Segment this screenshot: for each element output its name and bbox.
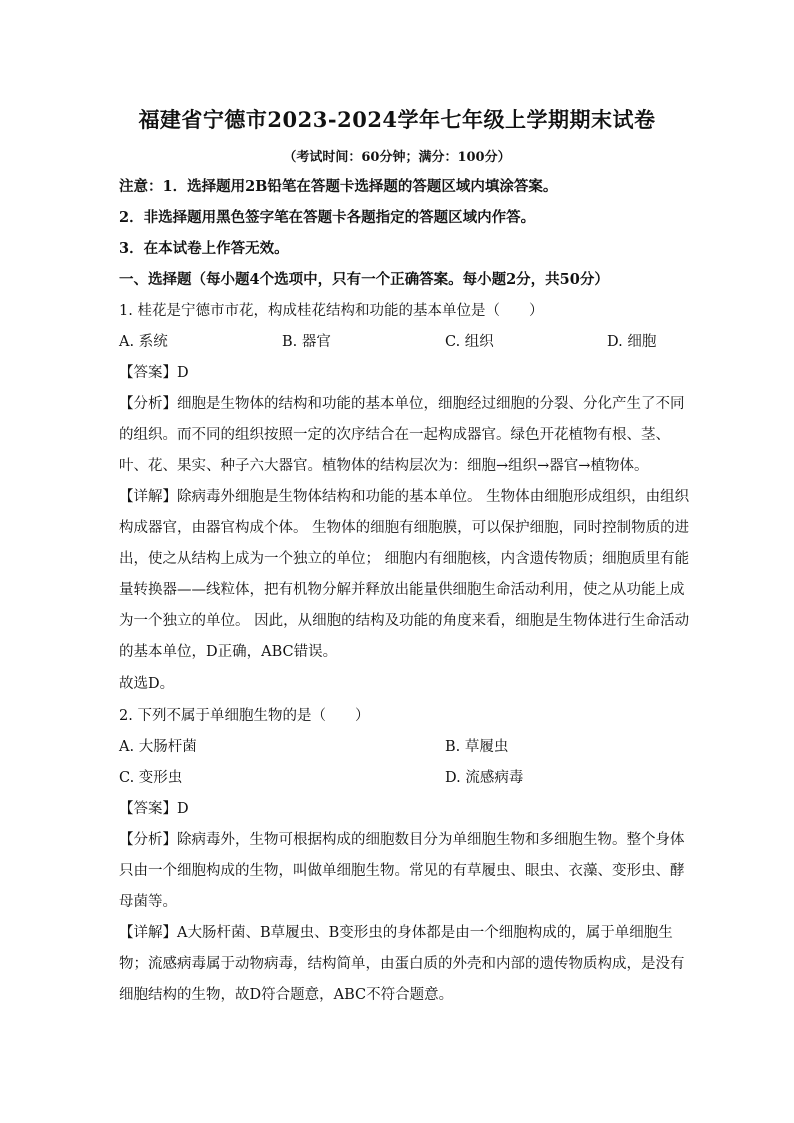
section-heading: 一、选择题（每小题4个选项中，只有一个正确答案。每小题2分，共50分） bbox=[119, 271, 609, 288]
q2-analysis-line-1: 【分析】除病毒外，生物可根据构成的细胞数目分为单细胞生物和多细胞生物。整个身体 bbox=[119, 832, 685, 848]
q1-analysis-line-2: 的组织。而不同的组织按照一定的次序结合在一起构成器官。绿色开花植物有根、茎、 bbox=[119, 427, 670, 443]
q1-analysis-line-1: 【分析】细胞是生物体的结构和功能的基本单位，细胞经过细胞的分裂、分化产生了不同 bbox=[119, 396, 685, 412]
q2-analysis-line-3: 母菌等。 bbox=[119, 894, 177, 910]
q1-detail-line-6: 的基本单位，D正确，ABC错误。 bbox=[119, 644, 338, 660]
note-3: 3．在本试卷上作答无效。 bbox=[119, 240, 289, 257]
q1-stem: 1. 桂花是宁德市市花，构成桂花结构和功能的基本单位是（ ） bbox=[119, 303, 544, 319]
exam-title: 福建省宁德市2023-2024学年七年级上学期期末试卷 bbox=[138, 107, 656, 132]
q1-detail-line-4: 量转换器——线粒体，把有机物分解并释放出能量供细胞生命活动利用，使之从功能上成 bbox=[119, 582, 685, 598]
q1-detail-line-1: 【详解】除病毒外细胞是生物体结构和功能的基本单位。 生物体由细胞形成组织，由组织 bbox=[119, 489, 690, 505]
q1-conclusion: 故选D。 bbox=[119, 676, 175, 692]
q2-option-b: B. 草履虫 bbox=[445, 739, 509, 755]
q1-option-b: B. 器官 bbox=[282, 334, 331, 350]
q2-answer: 【答案】D bbox=[119, 801, 189, 817]
q1-detail-line-3: 出，使之从结构上成为一个独立的单位； 细胞内有细胞核，内含遗传物质；细胞质里有能 bbox=[119, 551, 690, 567]
q2-stem: 2. 下列不属于单细胞生物的是（ ） bbox=[119, 708, 370, 724]
q2-option-a: A. 大肠杆菌 bbox=[119, 739, 197, 755]
q2-analysis-line-2: 只由一个细胞构成的生物，叫做单细胞生物。常见的有草履虫、眼虫、衣藻、变形虫、酵 bbox=[119, 863, 685, 879]
q2-detail-line-2: 物；流感病毒属于动物病毒，结构简单，由蛋白质的外壳和内部的遗传物质构成，是没有 bbox=[119, 956, 685, 972]
q1-option-c: C. 组织 bbox=[445, 334, 494, 350]
note-2: 2．非选择题用黑色签字笔在答题卡各题指定的答题区域内作答。 bbox=[119, 209, 536, 226]
exam-subtitle: （考试时间：60分钟；满分：100分） bbox=[283, 150, 511, 165]
q1-answer: 【答案】D bbox=[119, 365, 189, 381]
q1-option-a: A. 系统 bbox=[119, 334, 168, 350]
q2-detail-line-3: 细胞结构的生物，故D符合题意，ABC不符合题意。 bbox=[119, 987, 454, 1003]
q1-detail-line-2: 构成器官，由器官构成个体。 生物体的细胞有细胞膜，可以保护细胞，同时控制物质的进 bbox=[119, 520, 690, 536]
note-1: 注意：1．选择题用2B铅笔在答题卡选择题的答题区域内填涂答案。 bbox=[119, 178, 558, 195]
q1-detail-line-5: 为一个独立的单位。 因此，从细胞的结构及功能的角度来看，细胞是生物体进行生命活动 bbox=[119, 613, 690, 629]
q2-option-c: C. 变形虫 bbox=[119, 770, 183, 786]
q2-detail-line-1: 【详解】A大肠杆菌、B草履虫、B变形虫的身体都是由一个细胞构成的，属于单细胞生 bbox=[119, 925, 673, 941]
q2-option-d: D. 流感病毒 bbox=[445, 770, 524, 786]
q1-analysis-line-3: 叶、花、果实、种子六大器官。植物体的结构层次为：细胞→组织→器官→植物体。 bbox=[119, 458, 649, 474]
q1-option-d: D. 细胞 bbox=[607, 334, 657, 350]
